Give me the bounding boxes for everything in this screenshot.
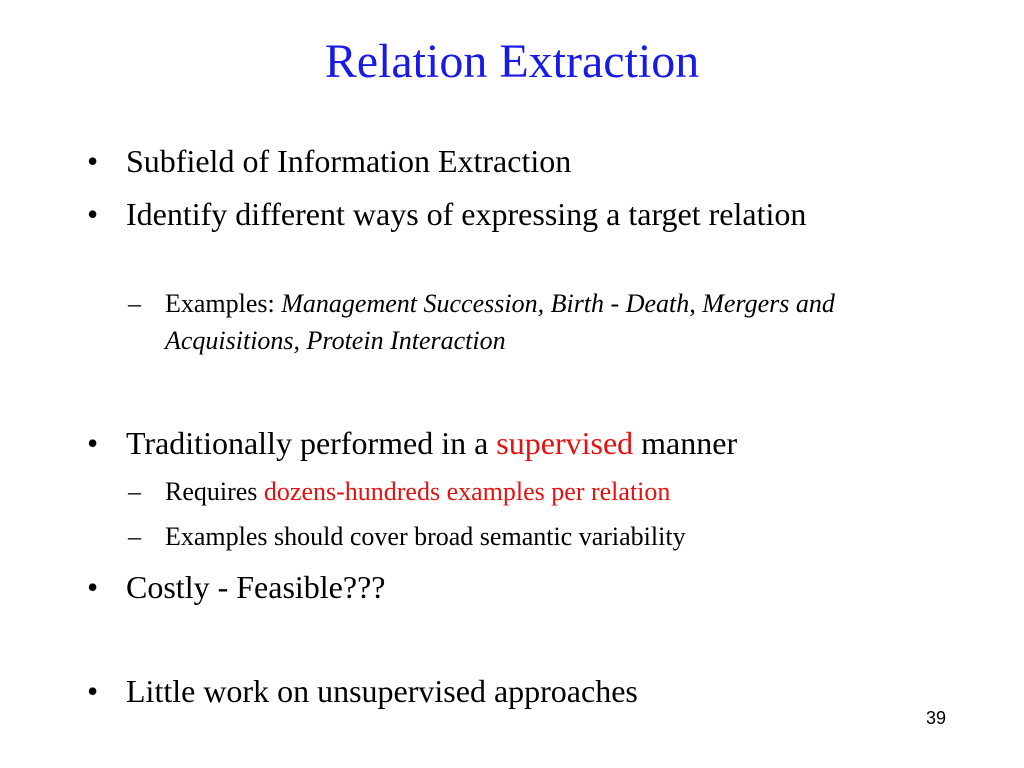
bullet-item-traditionally [126, 422, 946, 464]
sub-bullet-coverage: Examples should cover broad semantic variability [165, 522, 686, 551]
page-number: 39 [925, 708, 946, 728]
sub-bullet-prefix: Examples: [165, 289, 282, 318]
bullet-item-subfield: Subfield of Information Extraction [126, 143, 572, 179]
bullet-icon: • [87, 673, 99, 709]
bullet-icon: • [87, 425, 99, 461]
bullet-prefix: Traditionally performed in a [126, 425, 497, 461]
bullet-icon: • [87, 143, 99, 179]
bullet-suffix: manner [633, 425, 738, 461]
examples-italic-text: Management Succession, Birth - Death, Mergers and Acquisitions, Protein Interaction [165, 289, 835, 355]
bullet-item-little-work: Little work on unsupervised approaches [126, 673, 638, 709]
sub-bullet-examples [165, 285, 885, 359]
sub-bullet-prefix: Requires [165, 477, 264, 506]
sub-bullet-requires [165, 473, 925, 510]
sub-bullet-icon: – [128, 477, 141, 506]
bullet-item-identify: Identify different ways of expressing a target relation [126, 196, 807, 232]
bullet-item-costly: Costly - Feasible??? [126, 569, 386, 605]
highlight-text: supervised [496, 425, 634, 461]
slide-title: Relation Extraction [324, 35, 700, 88]
bullet-icon: • [87, 569, 99, 605]
bullet-icon: • [87, 196, 99, 232]
sub-bullet-icon: – [128, 289, 141, 318]
highlight-text: dozens-hundreds examples per relation [263, 477, 671, 506]
sub-bullet-icon: – [128, 522, 141, 551]
